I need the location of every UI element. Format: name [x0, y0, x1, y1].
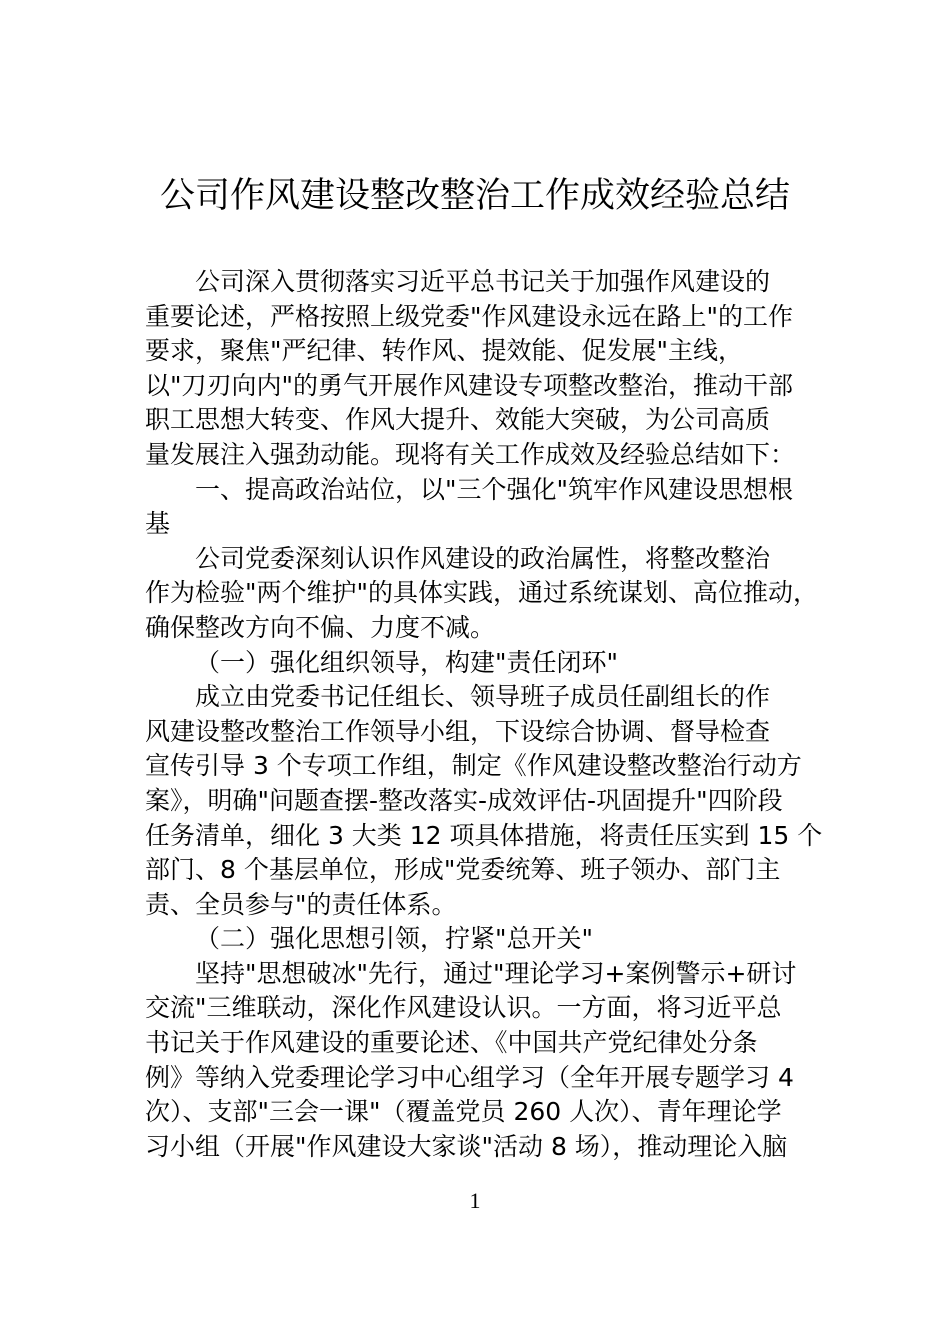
- paragraph-line: 确保整改方向不偏、力度不减。: [145, 612, 496, 642]
- paragraph-line: 例》等纳入党委理论学习中心组学习（全年开展专题学习 4: [145, 1062, 794, 1092]
- paragraph-line: 以"刀刃向内"的勇气开展作风建设专项整改整治，推动干部: [145, 370, 794, 400]
- paragraph-line: 坚持"思想破冰"先行，通过"理论学习+案例警示+研讨: [195, 958, 797, 988]
- page-number: 1: [469, 1188, 481, 1213]
- paragraph-line: 公司深入贯彻落实习近平总书记关于加强作风建设的: [195, 267, 771, 296]
- paragraph-line: 责、全员参与"的责任体系。: [145, 889, 457, 919]
- document-title: 公司作风建设整改整治工作成效经验总结: [159, 176, 790, 216]
- paragraph-line: 公司党委深刻认识作风建设的政治属性，将整改整治: [195, 543, 771, 573]
- paragraph-line: 要求，聚焦"严纪律、转作风、提效能、促发展"主线，: [145, 336, 744, 366]
- paragraph-line: 宣传引导 3 个专项工作组，制定《作风建设整改整治行动方: [145, 751, 802, 781]
- paragraph-line: 任务清单，细化 3 大类 12 项具体措施，将责任压实到 15 个: [145, 820, 823, 850]
- paragraph-line: 案》，明确"问题查摆-整改落实-成效评估-巩固提升"四阶段: [145, 785, 783, 815]
- section-heading-line: 基: [145, 509, 171, 539]
- paragraph-line: 重要论述，严格按照上级党委"作风建设永远在路上"的工作: [145, 301, 794, 331]
- paragraph-line: 习小组（开展"作风建设大家谈"活动 8 场），推动理论入脑: [145, 1131, 788, 1161]
- paragraph-line: 成立由党委书记任组长、领导班子成员任副组长的作: [195, 682, 771, 712]
- subsection-heading-line: （二）强化思想引领，拧紧"总开关": [195, 924, 593, 954]
- paragraph-line: 次）、支部"三会一课"（覆盖党员 260 人次）、青年理论学: [145, 1097, 782, 1127]
- paragraph-line: 部门、8 个基层单位，形成"党委统筹、班子领办、部门主: [145, 855, 781, 885]
- paragraph-line: 职工思想大转变、作风大提升、效能大突破，为公司高质: [145, 405, 771, 435]
- paragraph-line: 交流"三维联动，深化作风建设认识。一方面，将习近平总: [145, 993, 782, 1023]
- section-heading-line: 一、提高政治站位，以"三个强化"筑牢作风建设思想根: [195, 474, 794, 504]
- paragraph-line: 风建设整改整治工作领导小组，下设综合协调、督导检查: [145, 716, 771, 746]
- paragraph-line: 作为检验"两个维护"的具体实践，通过系统谋划、高位推动，: [145, 578, 819, 608]
- subsection-heading-line: （一）强化组织领导，构建"责任闭环": [195, 647, 618, 677]
- document-body: [145, 265, 825, 1164]
- paragraph-line: 量发展注入强劲动能。现将有关工作成效及经验总结如下：: [145, 439, 796, 469]
- paragraph-line: 书记关于作风建设的重要论述、《中国共产党纪律处分条: [145, 1028, 758, 1058]
